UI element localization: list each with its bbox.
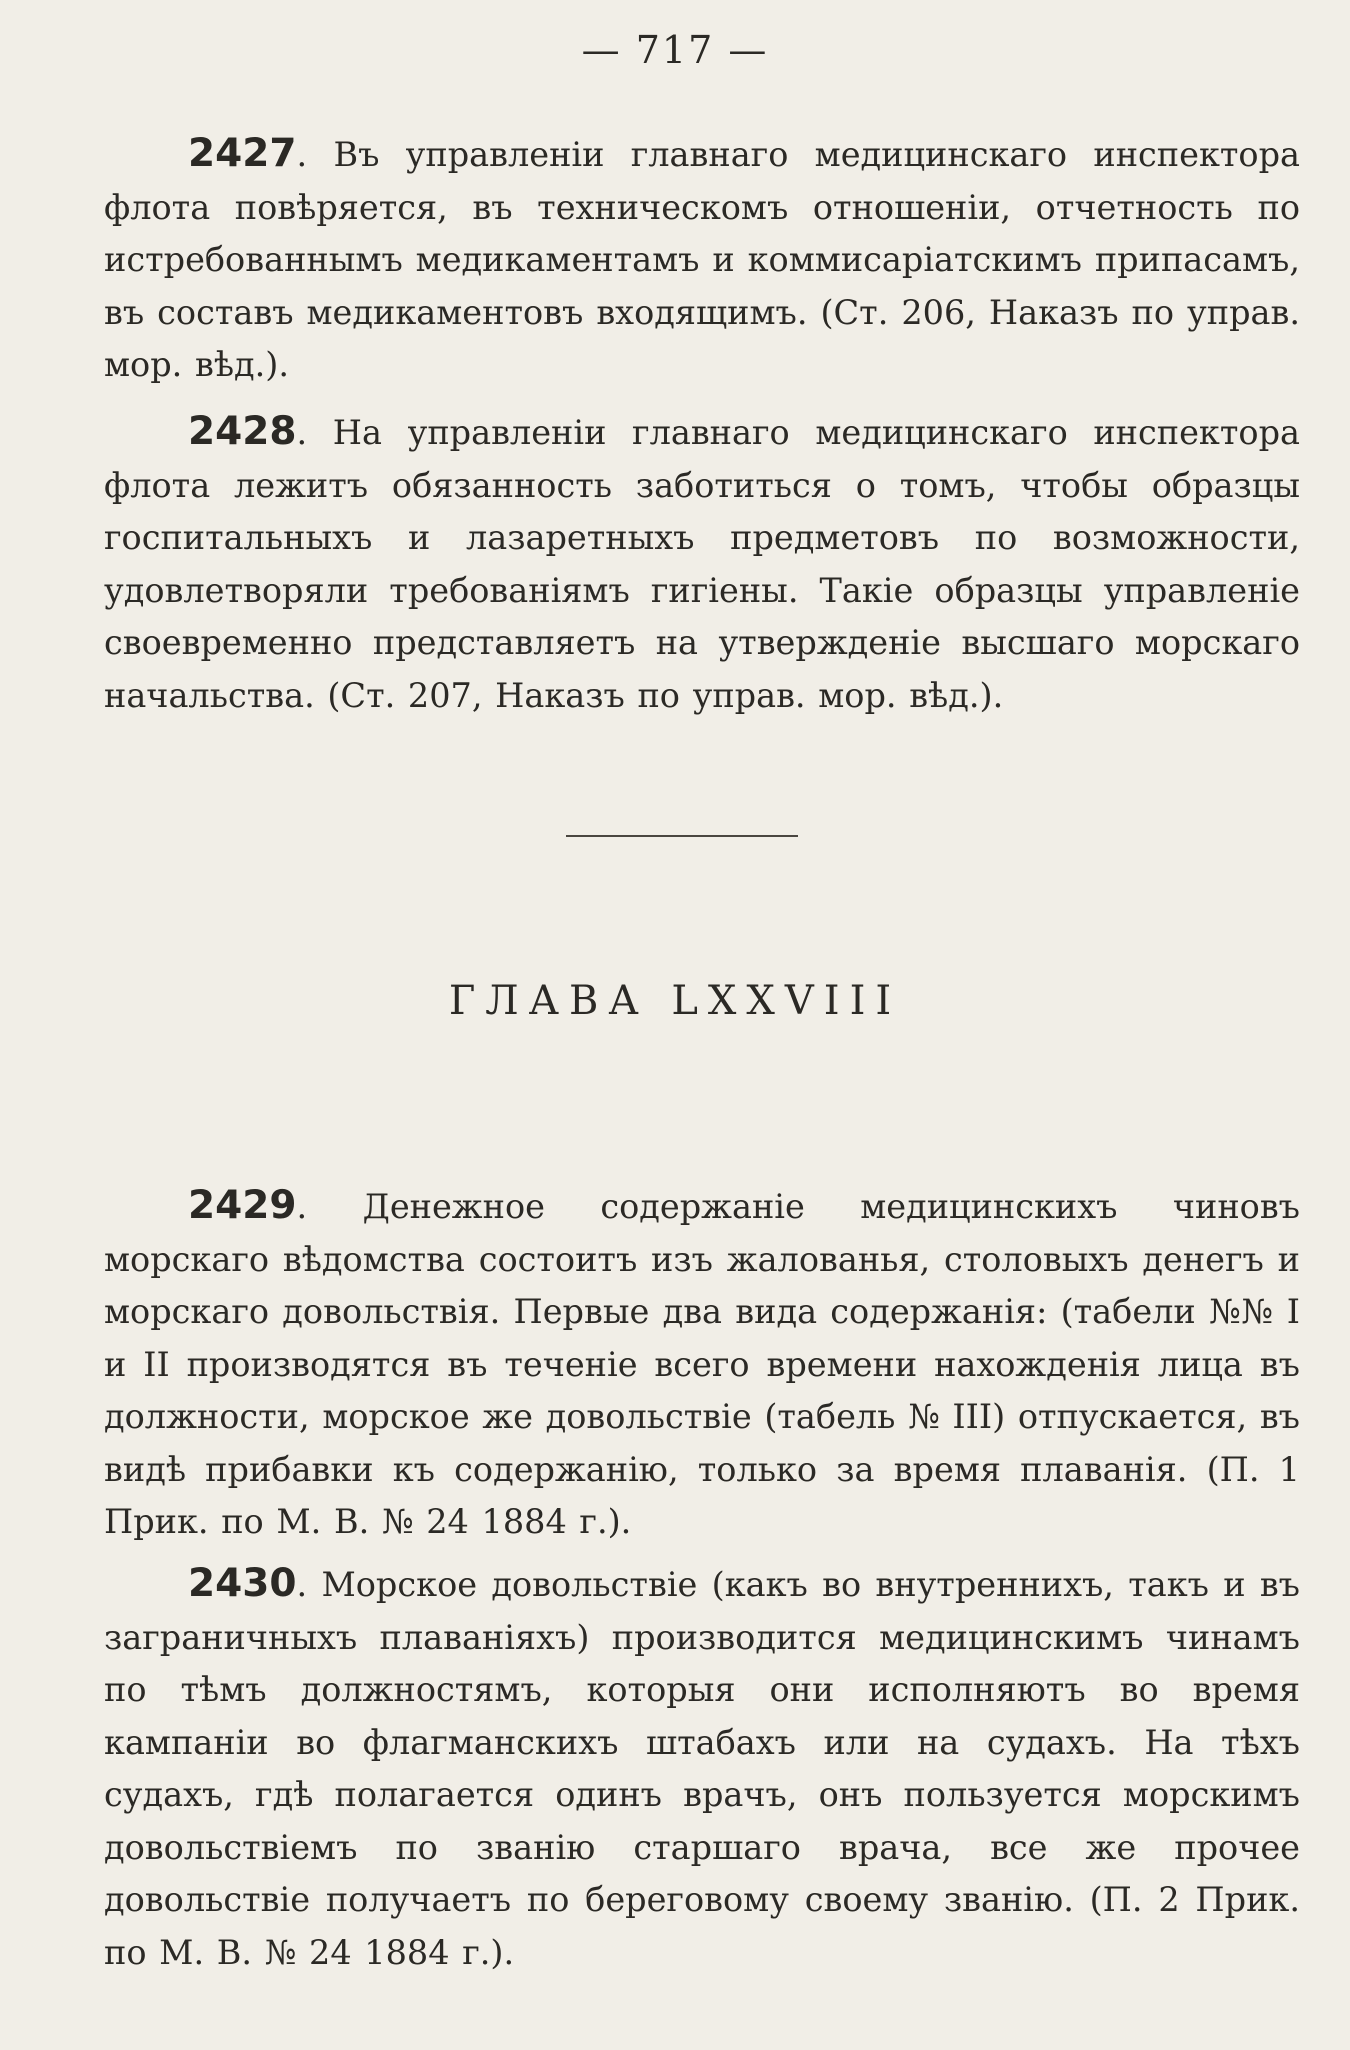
article-number: 2427 [188, 131, 297, 176]
chapter-heading: ГЛАВА LXXVIII [448, 978, 902, 1024]
section-divider [566, 835, 798, 837]
article-text: . Морское довольствіе (какъ во внутреннихъ, такъ и въ заграничныхъ плаваніяхъ) производится медицинскимъ чинамъ по тѣмъ должностямъ, которыя они исполняютъ во время кампаніи во флагманскихъ штабахъ или на судахъ. На тѣхъ судахъ, гдѣ полагается одинъ врачъ, онъ пользуется морскимъ довольствіемъ по званію старшаго врача, все же прочее довольствіе получаетъ по береговому своему званію. (П. 2 Прик. по М. В. № 24 1884 г.). [104, 1565, 1300, 1972]
article-number: 2430 [188, 1561, 297, 1606]
article-number: 2429 [188, 1183, 297, 1228]
article-number: 2428 [188, 409, 297, 454]
article-2429 [104, 1180, 1300, 1549]
article-2430 [104, 1558, 1300, 1979]
article-text: . На управленіи главнаго медицинскаго инспектора флота лежитъ обязанность заботиться о томъ, чтобы образцы госпитальныхъ и лазаретныхъ предметовъ по возможности, удовлетворяли требованіямъ гигіены. Такіе образцы управленіе своевременно представляетъ на утвержденіе высшаго морскаго начальства. (Ст. 207, Наказъ по управ. мор. вѣд.). [104, 413, 1300, 715]
article-2428 [104, 406, 1300, 722]
article-text: . Денежное содержаніе медицинскихъ чиновъ морскаго вѣдомства состоитъ изъ жалованья, столовыхъ денегъ и морскаго довольствія. Первые два вида содержанія: (табели №№ I и II производятся въ теченіе всего времени нахожденія лица въ должности, морское же довольствіе (табель № III) отпускается, въ видѣ прибавки къ содержанію, только за время плаванія. (П. 1 Прик. по М. В. № 24 1884 г.). [104, 1187, 1300, 1541]
article-2427 [104, 128, 1300, 392]
article-text: . Въ управленіи главнаго медицинскаго инспектора флота повѣряется, въ техническомъ отношеніи, отчетность по истребованнымъ медикаментамъ и коммисаріатскимъ припасамъ, въ составъ медикаментовъ входящимъ. (Ст. 206, Наказъ по управ. мор. вѣд.). [104, 135, 1300, 384]
page-number: — 717 — [581, 28, 769, 72]
